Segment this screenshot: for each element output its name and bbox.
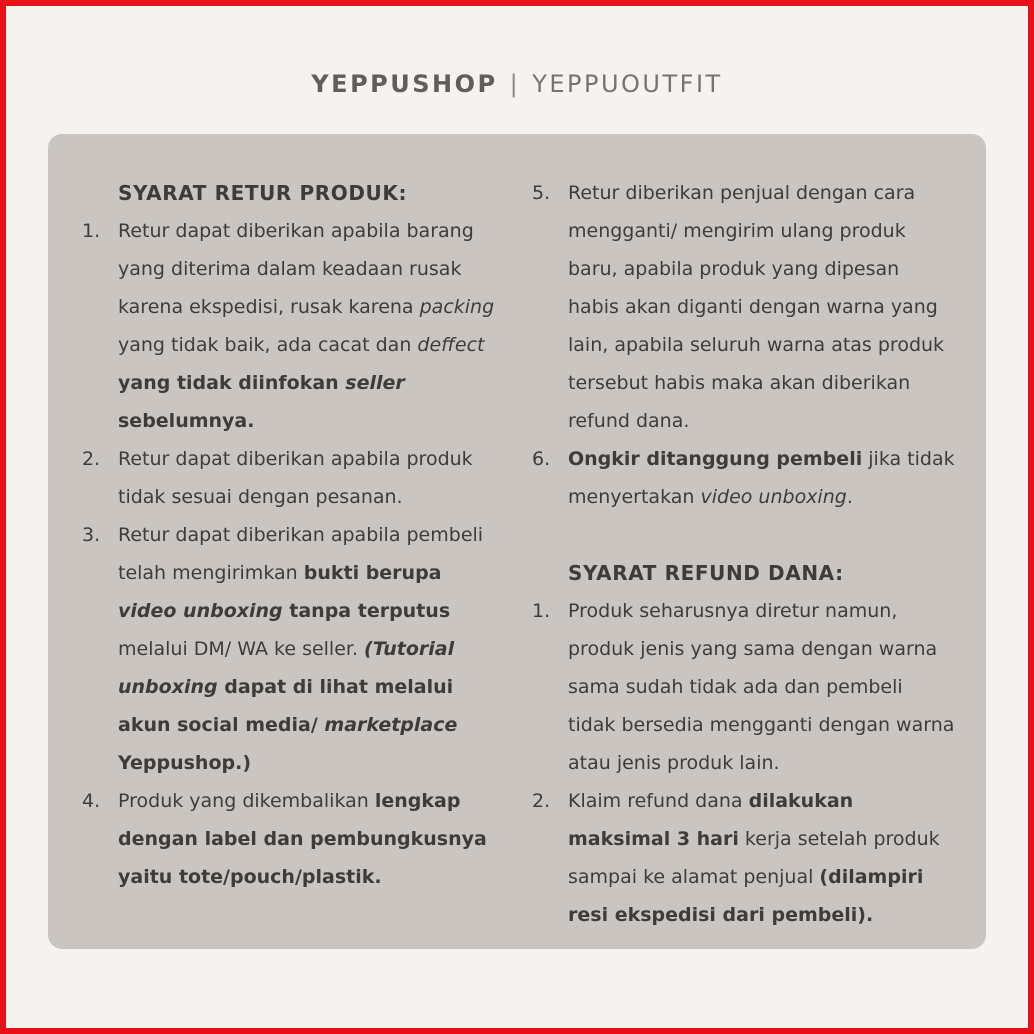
brand-separator: | — [509, 70, 521, 98]
list-item-text: Produk yang dikembalikan lengkap dengan label dan pembungkusnya yaitu tote/pouch/plastik. — [118, 790, 487, 888]
list-item — [532, 592, 956, 782]
list-item-number: 2. — [82, 448, 101, 470]
list-item-number: 5. — [532, 182, 551, 204]
list-item — [82, 516, 506, 782]
list-item — [82, 212, 506, 440]
list-item — [82, 440, 506, 516]
list-item-number: 1. — [82, 220, 101, 242]
policy-card — [48, 134, 986, 949]
column-left — [82, 174, 506, 949]
list-item — [82, 782, 506, 896]
list-item-text: Retur dapat diberikan apabila barang yang diterima dalam keadaan rusak karena ekspedisi, rusak karena packing yang tidak baik, ada cacat dan deffect yang tidak diinfokan seller sebelumnya. — [118, 220, 495, 432]
list-item-number: 3. — [82, 524, 101, 546]
brand-name-shop: YEPPUSHOP — [311, 70, 498, 98]
list-item-number: 2. — [532, 790, 551, 812]
list-item-text: Produk seharusnya diretur namun, produk jenis yang sama dengan warna sama sudah tidak ada dan pembeli tidak bersedia mengganti dengan warna atau jenis produk lain. — [568, 600, 955, 774]
list-item-text: Klaim refund dana dilakukan maksimal 3 hari kerja setelah produk sampai ke alamat penjual (dilampiri resi ekspedisi dari pembeli). — [568, 790, 940, 926]
list-item — [532, 440, 956, 516]
list-item-number: 6. — [532, 448, 551, 470]
list-item-text: Retur dapat diberikan apabila pembeli telah mengirimkan bukti berupa video unboxing tanpa terputus melalui DM/ WA ke seller. (Tutorial unboxing dapat di lihat melalui akun social media/ marketplace Yeppushop.) — [118, 524, 484, 774]
list-item-text: Ongkir ditanggung pembeli jika tidak menyertakan video unboxing. — [568, 448, 955, 508]
list-item-text: Retur dapat diberikan apabila produk tidak sesuai dengan pesanan. — [118, 448, 473, 508]
list-item-text: Retur diberikan penjual dengan cara mengganti/ mengirim ulang produk baru, apabila produk yang dipesan habis akan diganti dengan warna yang lain, apabila seluruh warna atas produk tersebut habis maka akan diberikan refund dana. — [568, 182, 945, 432]
column-right — [532, 174, 956, 949]
retur-list-right — [532, 174, 956, 516]
brand-header — [6, 70, 1028, 98]
refund-heading: SYARAT REFUND DANA: — [568, 561, 844, 585]
list-item — [532, 174, 956, 440]
list-item-number: 4. — [82, 790, 101, 812]
retur-heading: SYARAT RETUR PRODUK: — [118, 181, 408, 205]
list-item-number: 1. — [532, 600, 551, 622]
brand-name-outfit: YEPPUOUTFIT — [532, 70, 723, 98]
refund-list — [532, 592, 956, 934]
list-item — [532, 782, 956, 934]
retur-list-left — [82, 212, 506, 896]
